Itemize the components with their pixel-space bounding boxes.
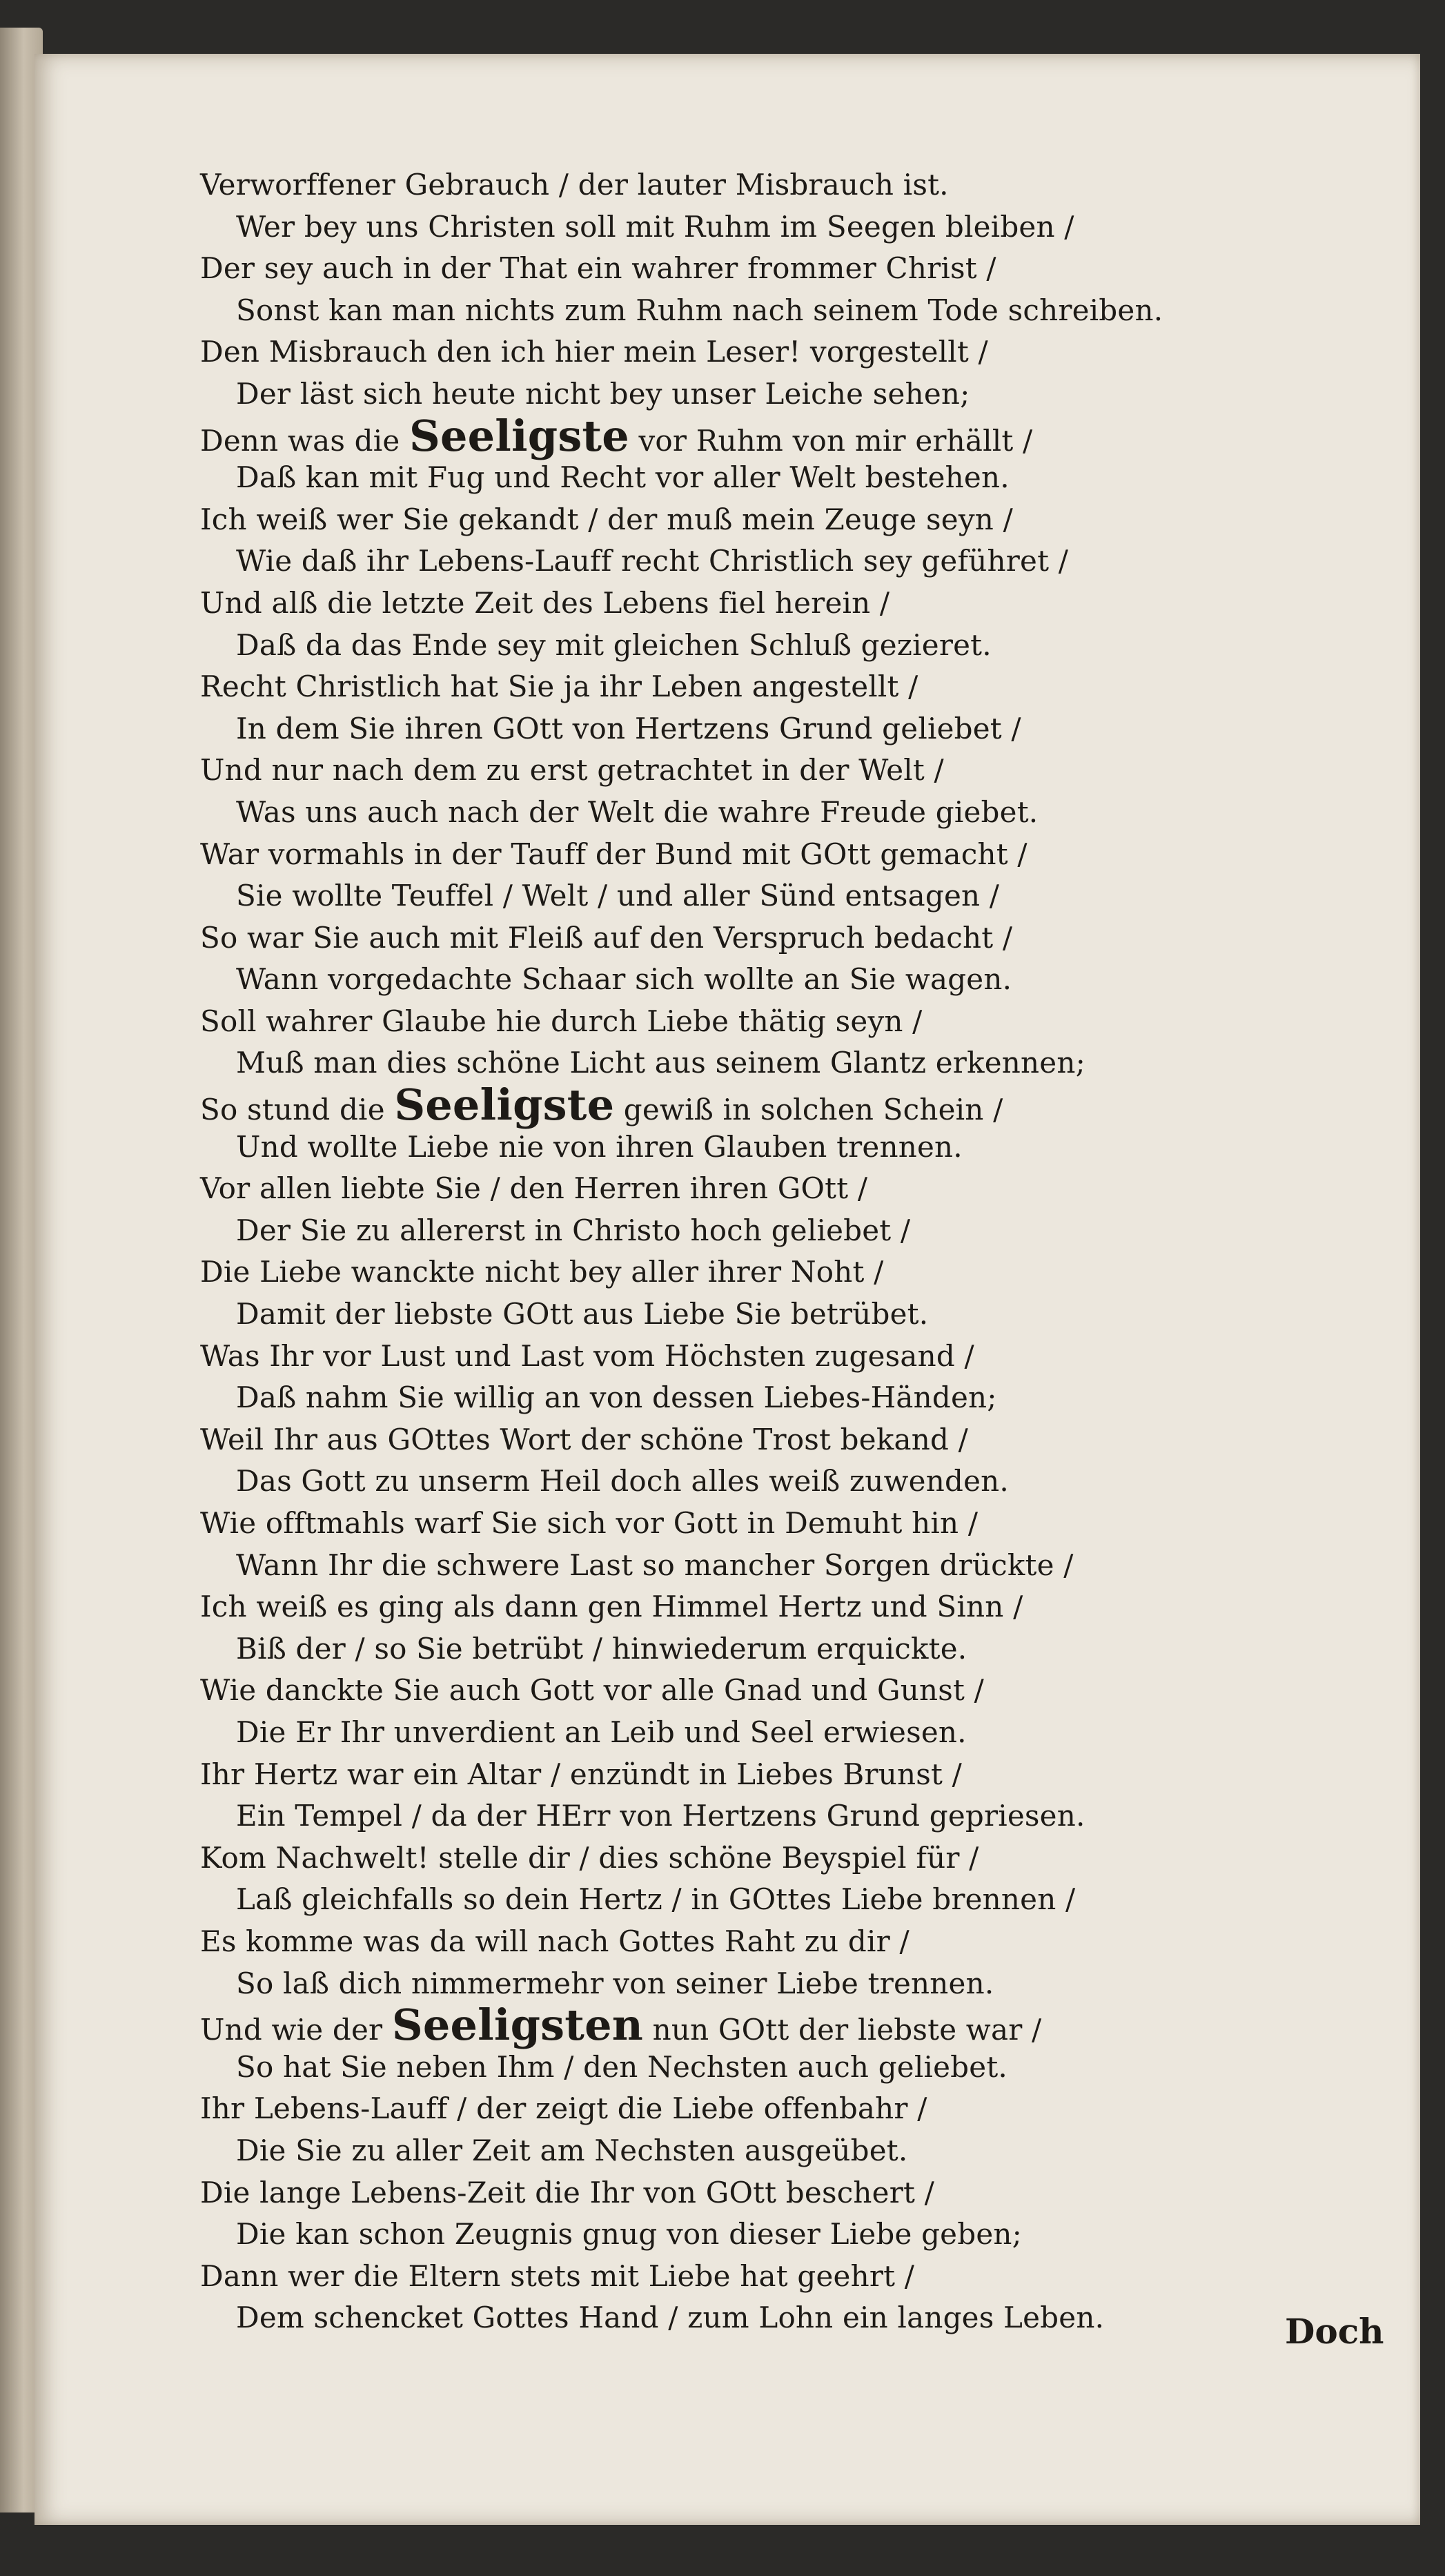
poem-line — [200, 2172, 1290, 2214]
poem-line — [200, 1294, 1290, 1336]
poem-line-text: Der Sie zu allererst in Christo hoch geliebet / — [236, 1213, 911, 1247]
poem-line-text: Und wie der — [200, 2013, 392, 2047]
poem-line — [200, 917, 1290, 959]
poem-line — [200, 1419, 1290, 1461]
poem-line — [200, 2256, 1290, 2298]
poem-line — [200, 1795, 1290, 1837]
poem-line-text: Denn was die — [200, 423, 409, 458]
poem-line-text: So hat Sie neben Ihm / den Nechsten auch geliebet. — [236, 2049, 1007, 2084]
poem-line-text: Wann Ihr die schwere Last so mancher Sorgen drückte / — [236, 1548, 1074, 1582]
poem-line — [200, 1754, 1290, 1796]
poem-line-text: Was uns auch nach der Welt die wahre Freude giebet. — [236, 794, 1039, 829]
poem-line-text-after: gewiß in solchen Schein / — [614, 1093, 1003, 1127]
poem-line-text: Es komme was da will nach Gottes Raht zu dir / — [200, 1924, 910, 1958]
poem-line-text: Und nur nach dem zu erst getrachtet in der Welt / — [200, 753, 944, 788]
poem-line — [200, 2297, 1290, 2339]
poem-line-text: Wie offtmahls warf Sie sich vor Gott in Demuht hin / — [200, 1506, 979, 1540]
poem-line — [200, 2214, 1290, 2256]
poem-line — [200, 290, 1290, 332]
poem-line — [200, 2088, 1290, 2130]
poem-line — [200, 2047, 1290, 2089]
poem-line-text: Ihr Lebens-Lauff / der zeigt die Liebe offenbahr / — [200, 2091, 927, 2126]
poem-line — [200, 1080, 1290, 1131]
poem-line-text: Verworffener Gebrauch / der lauter Misbrauch ist. — [200, 168, 949, 202]
poem-line — [200, 1168, 1290, 1210]
poem-line — [200, 2130, 1290, 2172]
poem-line-text: Die Sie zu aller Zeit am Nechsten ausgeübet. — [236, 2133, 908, 2167]
poem-line — [200, 540, 1290, 583]
poem-line — [200, 1336, 1290, 1378]
poem-line-text: Weil Ihr aus GOttes Wort der schöne Trost bekand / — [200, 1422, 968, 1456]
poem-line — [200, 1251, 1290, 1294]
poem-line-text: Recht Christlich hat Sie ja ihr Leben angestellt / — [200, 670, 918, 704]
poem-line-text: Kom Nachwelt! stelle dir / dies schöne Beyspiel für / — [200, 1840, 979, 1875]
emphasized-word: Seeligste — [409, 410, 629, 461]
poem-line-text: Sonst kan man nichts zum Ruhm nach seinem Tode schreiben. — [236, 293, 1163, 327]
poem-line-text: Sie wollte Teuffel / Welt / und aller Sünd entsagen / — [236, 879, 1000, 913]
poem-line-text: Ein Tempel / da der HErr von Hertzens Grund gepriesen. — [236, 1799, 1085, 1833]
poem-line — [200, 1712, 1290, 1754]
poem-line-text: Dem schencket Gottes Hand / zum Lohn ein langes Leben. — [236, 2301, 1105, 2335]
poem-line — [200, 206, 1290, 248]
poem-line-text: Wie daß ihr Lebens-Lauff recht Christlich sey geführet / — [236, 544, 1069, 578]
poem-line-text: Und alß die letzte Zeit des Lebens fiel herein / — [200, 585, 890, 620]
poem-line — [200, 1377, 1290, 1419]
poem-line-text-after: vor Ruhm von mir erhällt / — [629, 423, 1033, 458]
poem-line — [200, 1670, 1290, 1712]
poem-line-text: Wann vorgedachte Schaar sich wollte an Sie wagen. — [236, 962, 1012, 997]
poem-line — [200, 666, 1290, 708]
poem-text — [200, 164, 1290, 2339]
poem-line — [200, 164, 1290, 206]
poem-line-text: Die Er Ihr unverdient an Leib und Seel erwiesen. — [236, 1715, 967, 1749]
poem-line — [200, 1503, 1290, 1545]
poem-line — [200, 625, 1290, 667]
poem-line-text: Wer bey uns Christen soll mit Ruhm im Seegen bleiben / — [236, 209, 1074, 244]
poem-line — [200, 583, 1290, 625]
poem-line-text: Das Gott zu unserm Heil doch alles weiß zuwenden. — [236, 1464, 1009, 1499]
poem-line-text: Ich weiß wer Sie gekandt / der muß mein Zeuge seyn / — [200, 502, 1013, 536]
poem-line — [200, 708, 1290, 750]
poem-line-text: Daß kan mit Fug und Recht vor aller Welt bestehen. — [236, 460, 1010, 495]
poem-line-text: Die lange Lebens-Zeit die Ihr von GOtt beschert / — [200, 2175, 934, 2209]
poem-line-text: Dann wer die Eltern stets mit Liebe hat geehrt / — [200, 2258, 915, 2293]
poem-line-text: So war Sie auch mit Fleiß auf den Verspruch bedacht / — [200, 920, 1013, 955]
poem-line — [200, 499, 1290, 541]
poem-line — [200, 1001, 1290, 1043]
poem-line-text: Damit der liebste GOtt aus Liebe Sie betrübet. — [236, 1297, 929, 1331]
poem-line — [200, 750, 1290, 792]
poem-line — [200, 248, 1290, 290]
poem-line — [200, 1126, 1290, 1169]
poem-line-text: Vor allen liebte Sie / den Herren ihren GOtt / — [200, 1171, 868, 1206]
poem-line — [200, 1628, 1290, 1670]
poem-line — [200, 410, 1290, 461]
poem-line — [200, 1461, 1290, 1503]
poem-line-text: In dem Sie ihren GOtt von Hertzens Grund geliebet / — [236, 711, 1021, 745]
poem-line-text: Der läst sich heute nicht bey unser Leiche sehen; — [236, 376, 970, 411]
catchword: Doch — [1285, 2311, 1384, 2352]
poem-line — [200, 1545, 1290, 1587]
poem-line-text: Den Misbrauch den ich hier mein Leser! vorgestellt / — [200, 335, 988, 369]
poem-line — [200, 331, 1290, 373]
poem-line-text: So stund die — [200, 1093, 395, 1127]
poem-line — [200, 834, 1290, 876]
poem-line — [200, 1210, 1290, 1252]
emphasized-word: Seeligsten — [391, 2000, 644, 2051]
poem-line — [200, 1963, 1290, 2005]
poem-line — [200, 1042, 1290, 1084]
poem-line-text: Ich weiß es ging als dann gen Himmel Hertz und Sinn / — [200, 1590, 1023, 1624]
poem-line-text: So laß dich nimmermehr von seiner Liebe trennen. — [236, 1966, 994, 2000]
poem-line-text: Soll wahrer Glaube hie durch Liebe thätig seyn / — [200, 1004, 923, 1038]
poem-line — [200, 1837, 1290, 1880]
book-page — [35, 54, 1420, 2525]
poem-line — [200, 1879, 1290, 1921]
poem-line-text: Der sey auch in der That ein wahrer frommer Christ / — [200, 251, 996, 286]
poem-line-text: Muß man dies schöne Licht aus seinem Glantz erkennen; — [236, 1046, 1085, 1080]
poem-line-text: Ihr Hertz war ein Altar / enzündt in Liebes Brunst / — [200, 1757, 962, 1791]
poem-line — [200, 2000, 1290, 2051]
poem-line — [200, 1586, 1290, 1628]
poem-line — [200, 1921, 1290, 1963]
poem-line-text-after: nun GOtt der liebste war / — [643, 2013, 1042, 2047]
poem-line — [200, 959, 1290, 1001]
poem-line-text: Daß nahm Sie willig an von dessen Liebes-Händen; — [236, 1380, 997, 1415]
emphasized-word: Seeligste — [394, 1080, 615, 1131]
poem-line — [200, 792, 1290, 834]
poem-line — [200, 457, 1290, 499]
poem-line-text: Die Liebe wanckte nicht bey aller ihrer Noht / — [200, 1255, 884, 1289]
poem-line-text: Biß der / so Sie betrübt / hinwiederum erquickte. — [236, 1631, 967, 1666]
poem-line-text: Laß gleichfalls so dein Hertz / in GOttes Liebe brennen / — [236, 1882, 1076, 1917]
poem-line-text: Was Ihr vor Lust und Last vom Höchsten zugesand / — [200, 1338, 974, 1373]
poem-line — [200, 373, 1290, 416]
poem-line-text: Wie danckte Sie auch Gott vor alle Gnad und Gunst / — [200, 1673, 985, 1708]
poem-line-text: War vormahls in der Tauff der Bund mit GOtt gemacht / — [200, 837, 1028, 871]
poem-line-text: Daß da das Ende sey mit gleichen Schluß gezieret. — [236, 627, 992, 662]
poem-line-text: Die kan schon Zeugnis gnug von dieser Liebe geben; — [236, 2217, 1022, 2252]
poem-line — [200, 875, 1290, 917]
poem-line-text: Und wollte Liebe nie von ihren Glauben trennen. — [236, 1129, 963, 1164]
